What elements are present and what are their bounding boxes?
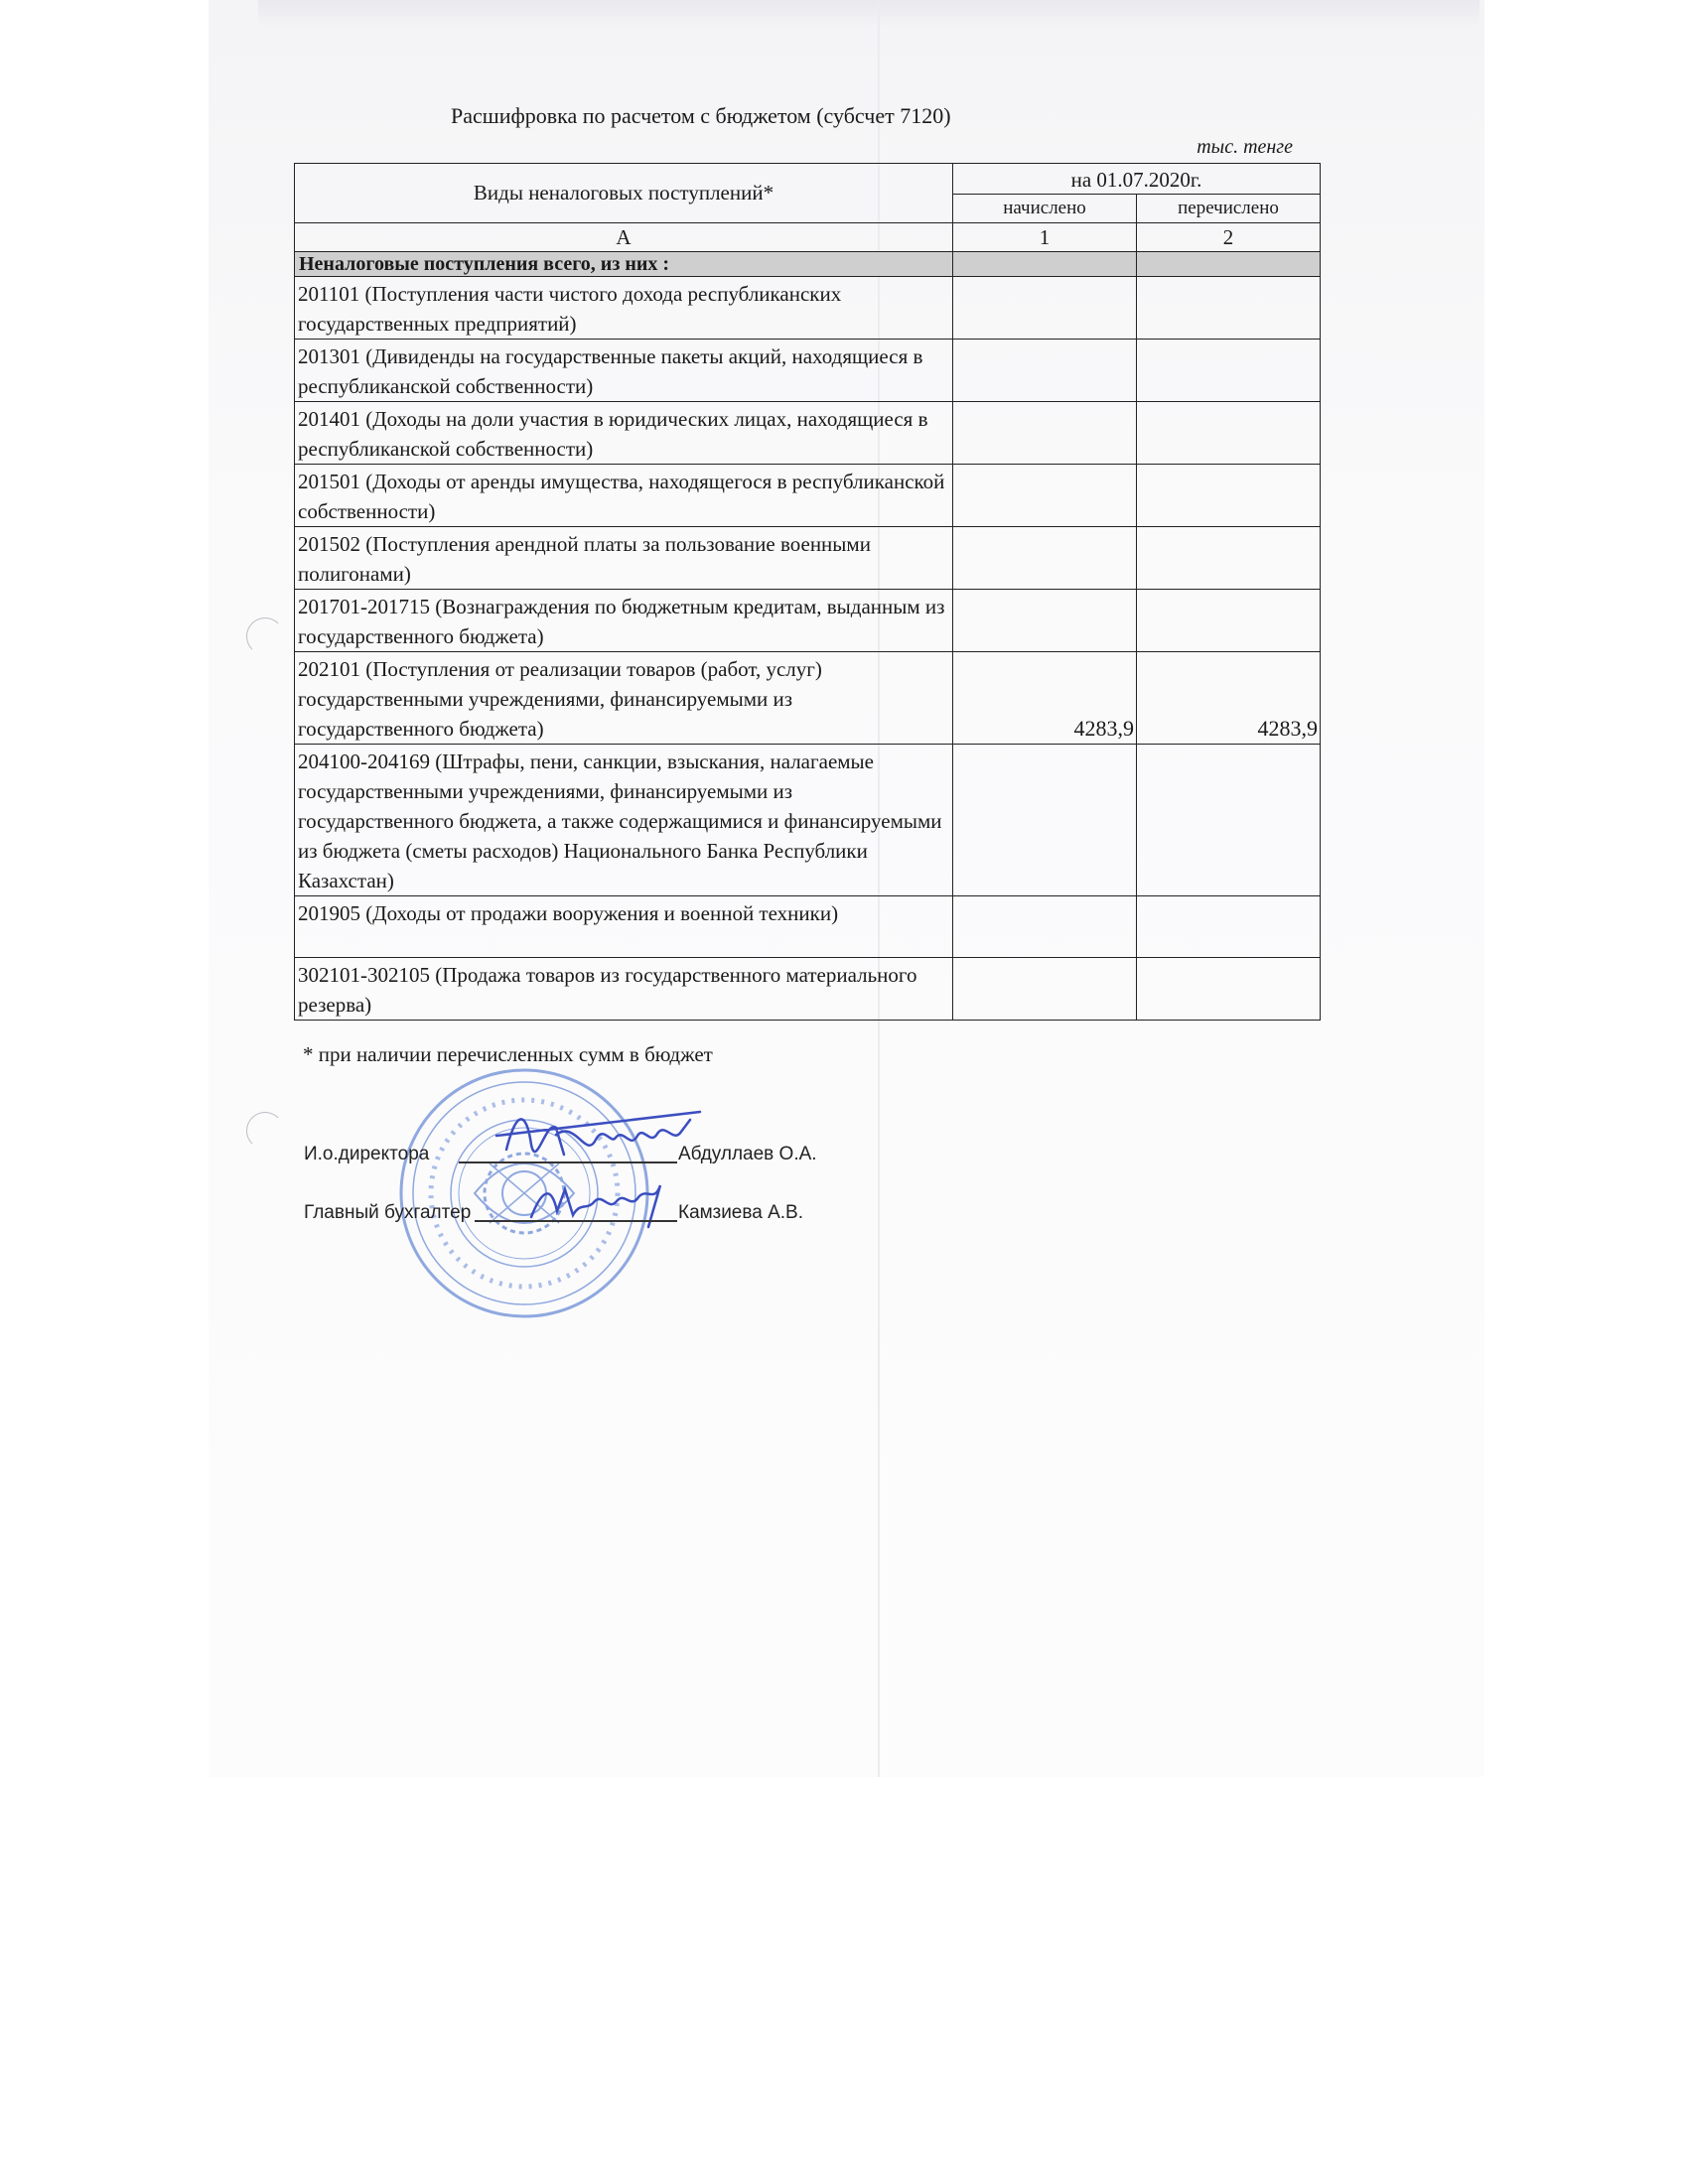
budget-table [294,163,1321,1021]
document-title: Расшифровка по расчетом с бюджетом (субсчет 7120) [451,103,951,128]
row-accrued-cell [953,958,1137,1021]
footnote: * при наличии перечисленных сумм в бюджет [303,1042,713,1066]
punch-hole-mark [246,617,284,655]
index-cell-1: 1 [953,223,1137,252]
row-name-cell: 201101 (Поступления части чистого дохода республиканских государственных предприятий) [295,277,953,340]
header-name-cell: Виды неналоговых поступлений* [295,164,953,223]
row-accrued-cell [953,590,1137,652]
row-accrued-cell: 4283,9 [953,652,1137,745]
row-name-cell: 201502 (Поступления арендной платы за пользование военными полигонами) [295,527,953,590]
row-transferred-cell [1137,896,1321,958]
row-accrued-cell [953,340,1137,402]
row-name-cell: 201501 (Доходы от аренды имущества, находящегося в республиканской собственности) [295,465,953,527]
row-accrued-cell [953,465,1137,527]
accountant-name: Камзиева А.В. [678,1202,804,1223]
scan-top-shadow [258,0,1479,28]
header-date-cell: на 01.07.2020г. [953,164,1321,195]
director-label: И.о.директора [304,1144,430,1164]
total-accrued-cell [953,252,1137,277]
row-name-cell: 201701-201715 (Вознаграждения по бюджетным кредитам, выданным из государственного бюджета) [295,590,953,652]
row-transferred-cell [1137,402,1321,465]
row-transferred-cell [1137,465,1321,527]
table-row [295,340,1321,402]
index-cell-a: А [295,223,953,252]
table-row [295,896,1321,958]
total-row [295,252,1321,277]
row-name-cell: 204100-204169 (Штрафы, пени, санкции, взыскания, налагаемые государственными учреждениями, финансируемыми из государственного бюджета, а также содержащимися и финансируемыми из бюджета (сметы расходов) Национального Банка Республики Казахстан) [295,745,953,896]
units-label: тыс. тенге [1196,136,1293,158]
table-row [295,277,1321,340]
table-row [295,958,1321,1021]
row-name-cell: 202101 (Поступления от реализации товаров (работ, услуг) государственными учреждениями, финансируемыми из государственного бюджета) [295,652,953,745]
row-accrued-cell [953,527,1137,590]
table-row [295,527,1321,590]
header-accrued-cell: начислено [953,195,1137,223]
table-row [295,465,1321,527]
row-accrued-cell [953,745,1137,896]
table-row [295,652,1321,745]
row-transferred-cell [1137,590,1321,652]
director-signature-icon [487,1100,715,1179]
accountant-label: Главный бухгалтер [304,1202,472,1223]
row-name-cell: 201301 (Дивиденды на государственные пакеты акций, находящиеся в республиканской собственности) [295,340,953,402]
row-accrued-cell [953,896,1137,958]
director-signature-line [459,1161,677,1163]
row-transferred-cell: 4283,9 [1137,652,1321,745]
table-row [295,745,1321,896]
table-row [295,590,1321,652]
index-cell-2: 2 [1137,223,1321,252]
row-name-cell: 201401 (Доходы на доли участия в юридических лицах, находящиеся в республиканской собственности) [295,402,953,465]
row-transferred-cell [1137,277,1321,340]
total-label-cell: Неналоговые поступления всего, из них : [295,252,953,277]
accountant-signature-line [475,1220,677,1222]
director-name: Абдуллаев О.А. [678,1144,817,1164]
row-transferred-cell [1137,527,1321,590]
table-row [295,402,1321,465]
row-transferred-cell [1137,745,1321,896]
row-accrued-cell [953,277,1137,340]
row-transferred-cell [1137,958,1321,1021]
row-name-cell: 302101-302105 (Продажа товаров из государственного материального резерва) [295,958,953,1021]
row-name-cell: 201905 (Доходы от продажи вооружения и военной техники) [295,896,953,958]
accountant-signature-icon [521,1171,680,1231]
index-row [295,223,1321,252]
total-transferred-cell [1137,252,1321,277]
punch-hole-mark [246,1112,284,1150]
row-accrued-cell [953,402,1137,465]
row-transferred-cell [1137,340,1321,402]
header-transferred-cell: перечислено [1137,195,1321,223]
